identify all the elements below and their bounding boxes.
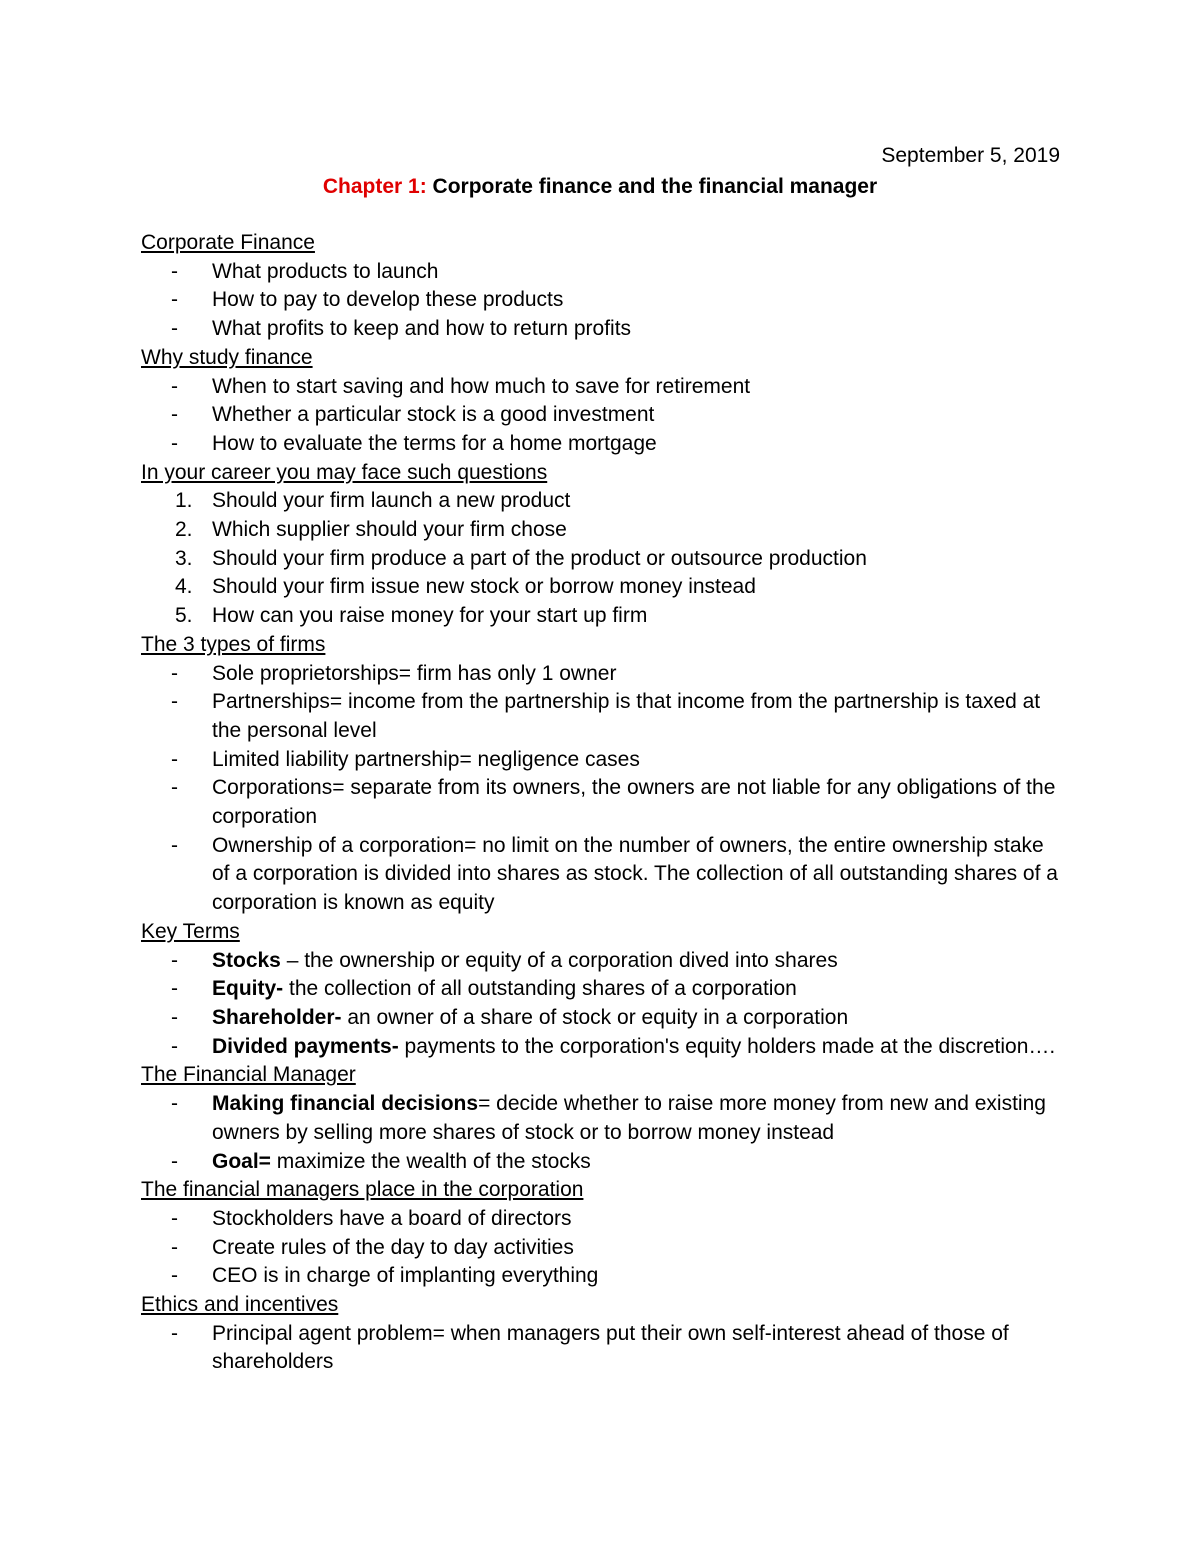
list-item-text: Should your firm launch a new product bbox=[212, 489, 571, 513]
list-item bbox=[141, 1234, 1066, 1263]
list-item-text: How to evaluate the terms for a home mortgage bbox=[212, 431, 657, 455]
dash-bullet-icon: - bbox=[171, 690, 178, 714]
list-item-text: Corporations= separate from its owners, the owners are not liable for any obligations of the corporation bbox=[212, 776, 1056, 829]
list-item-text: CEO is in charge of implanting everything bbox=[212, 1264, 599, 1288]
section-heading: The Financial Manager bbox=[141, 1063, 356, 1087]
list-item bbox=[141, 1004, 1066, 1033]
dash-bullet-icon: - bbox=[171, 833, 178, 857]
list-item bbox=[141, 373, 1066, 402]
dash-bullet-icon: - bbox=[171, 1264, 178, 1288]
chapter-label: Chapter 1: bbox=[322, 175, 427, 198]
dash-bullet-icon: - bbox=[171, 403, 178, 427]
list-item bbox=[141, 688, 1066, 745]
dash-bullet-icon: - bbox=[171, 1235, 178, 1259]
list-item bbox=[141, 286, 1066, 315]
bullet-list bbox=[141, 373, 1066, 459]
list-item bbox=[141, 401, 1066, 430]
dash-bullet-icon: - bbox=[171, 661, 178, 685]
dash-bullet-icon: - bbox=[171, 776, 178, 800]
key-term: Divided payments- bbox=[212, 1034, 399, 1058]
list-item-text: What products to launch bbox=[212, 259, 439, 283]
key-term: Stocks bbox=[212, 948, 281, 972]
document-date: September 5, 2019 bbox=[881, 144, 1060, 167]
dash-bullet-icon: - bbox=[171, 317, 178, 341]
section-heading: Ethics and incentives bbox=[141, 1293, 339, 1317]
list-item-text: Limited liability partnership= negligence cases bbox=[212, 747, 640, 771]
list-item bbox=[141, 1033, 1066, 1062]
list-number: 2. bbox=[175, 518, 193, 542]
numbered-list bbox=[141, 487, 1066, 631]
notes-section bbox=[141, 1176, 1066, 1291]
notes-section bbox=[141, 631, 1066, 918]
list-item-text: an owner of a share of stock or equity in a corporation bbox=[341, 1005, 849, 1029]
list-item bbox=[141, 774, 1066, 831]
bullet-list bbox=[141, 1205, 1066, 1291]
dash-bullet-icon: - bbox=[171, 1206, 178, 1230]
dash-bullet-icon: - bbox=[171, 1005, 178, 1029]
section-heading: Corporate Finance bbox=[141, 231, 315, 254]
list-item bbox=[141, 832, 1066, 918]
list-item-text: Ownership of a corporation= no limit on the number of owners, the entire ownership stake of a corporation is divided into shares as stock. The collection of all outstanding shares of a corporation is known as equity bbox=[212, 833, 1058, 915]
list-item bbox=[141, 545, 1066, 574]
list-item-text: Should your firm issue new stock or borrow money instead bbox=[212, 575, 756, 599]
list-item bbox=[141, 573, 1066, 602]
dash-bullet-icon: - bbox=[171, 1092, 178, 1116]
list-item bbox=[141, 487, 1066, 516]
list-item-text: Principal agent problem= when managers put their own self-interest ahead of those of shareholders bbox=[212, 1321, 1009, 1374]
bullet-list bbox=[141, 1320, 1066, 1377]
list-item-text: Stockholders have a board of directors bbox=[212, 1206, 572, 1230]
list-item-text: Sole proprietorships= firm has only 1 owner bbox=[212, 661, 617, 685]
list-item bbox=[141, 1262, 1066, 1291]
list-item-text: How to pay to develop these products bbox=[212, 288, 564, 312]
notes-section bbox=[141, 918, 1066, 1062]
list-item-text: Whether a particular stock is a good investment bbox=[212, 403, 655, 427]
bullet-list bbox=[141, 947, 1066, 1062]
list-item-text: maximize the wealth of the stocks bbox=[270, 1149, 591, 1173]
list-item bbox=[141, 660, 1066, 689]
key-term: Equity- bbox=[212, 977, 284, 1001]
list-item-text: = decide whether to raise more money from new and existing owners by selling more shares of stock or to borrow money instead bbox=[212, 1092, 1046, 1144]
list-item-text: What profits to keep and how to return profits bbox=[212, 317, 632, 341]
dash-bullet-icon: - bbox=[171, 977, 178, 1001]
section-heading: Why study finance bbox=[141, 345, 313, 369]
list-item-text: Create rules of the day to day activities bbox=[212, 1235, 574, 1259]
list-item bbox=[141, 1205, 1066, 1234]
dash-bullet-icon: - bbox=[171, 1321, 178, 1345]
chapter-title bbox=[0, 172, 1200, 202]
list-item bbox=[141, 1090, 1066, 1147]
notes-section bbox=[141, 1061, 1066, 1176]
list-item-text: – the ownership or equity of a corporation dived into shares bbox=[280, 948, 838, 972]
list-item bbox=[141, 315, 1066, 344]
list-item-text: the collection of all outstanding shares of a corporation bbox=[283, 977, 797, 1001]
list-item-text: Partnerships= income from the partnership is that income from the partnership is taxed at the personal level bbox=[212, 690, 1041, 742]
list-item bbox=[141, 1148, 1066, 1177]
list-item bbox=[141, 258, 1066, 287]
list-number: 4. bbox=[175, 575, 193, 599]
notes-body bbox=[141, 229, 1066, 1377]
dash-bullet-icon: - bbox=[171, 288, 178, 312]
dash-bullet-icon: - bbox=[171, 1149, 178, 1173]
section-heading: In your career you may face such questions bbox=[141, 460, 548, 484]
section-heading: The 3 types of firms bbox=[141, 632, 326, 656]
list-item bbox=[141, 1320, 1066, 1377]
list-number: 1. bbox=[175, 489, 193, 513]
notes-section bbox=[141, 344, 1066, 459]
notes-section bbox=[141, 229, 1066, 344]
list-item bbox=[141, 947, 1066, 976]
dash-bullet-icon: - bbox=[171, 948, 178, 972]
dash-bullet-icon: - bbox=[171, 1034, 178, 1058]
list-number: 5. bbox=[175, 604, 193, 628]
list-item bbox=[141, 516, 1066, 545]
notes-section bbox=[141, 1291, 1066, 1377]
bullet-list bbox=[141, 1090, 1066, 1176]
list-item bbox=[141, 975, 1066, 1004]
list-item bbox=[141, 602, 1066, 631]
list-item-text: When to start saving and how much to save for retirement bbox=[212, 374, 751, 398]
dash-bullet-icon: - bbox=[171, 374, 178, 398]
bullet-list bbox=[141, 660, 1066, 918]
list-item-text: How can you raise money for your start up firm bbox=[212, 604, 648, 628]
list-number: 3. bbox=[175, 546, 193, 570]
key-term: Goal= bbox=[212, 1149, 271, 1173]
list-item-text: payments to the corporation's equity holders made at the discretion…. bbox=[398, 1034, 1056, 1058]
section-heading: Key Terms bbox=[141, 919, 240, 943]
dash-bullet-icon: - bbox=[171, 259, 178, 283]
chapter-title-text: Corporate finance and the financial manager bbox=[432, 175, 878, 198]
key-term: Shareholder- bbox=[212, 1005, 342, 1029]
section-heading: The financial managers place in the corporation bbox=[141, 1178, 584, 1202]
dash-bullet-icon: - bbox=[171, 431, 178, 455]
key-term: Making financial decisions bbox=[212, 1092, 479, 1116]
notes-section bbox=[141, 459, 1066, 631]
list-item bbox=[141, 746, 1066, 775]
bullet-list bbox=[141, 258, 1066, 344]
list-item bbox=[141, 430, 1066, 459]
dash-bullet-icon: - bbox=[171, 747, 178, 771]
list-item-text: Should your firm produce a part of the product or outsource production bbox=[212, 546, 867, 570]
list-item-text: Which supplier should your firm chose bbox=[212, 518, 567, 542]
